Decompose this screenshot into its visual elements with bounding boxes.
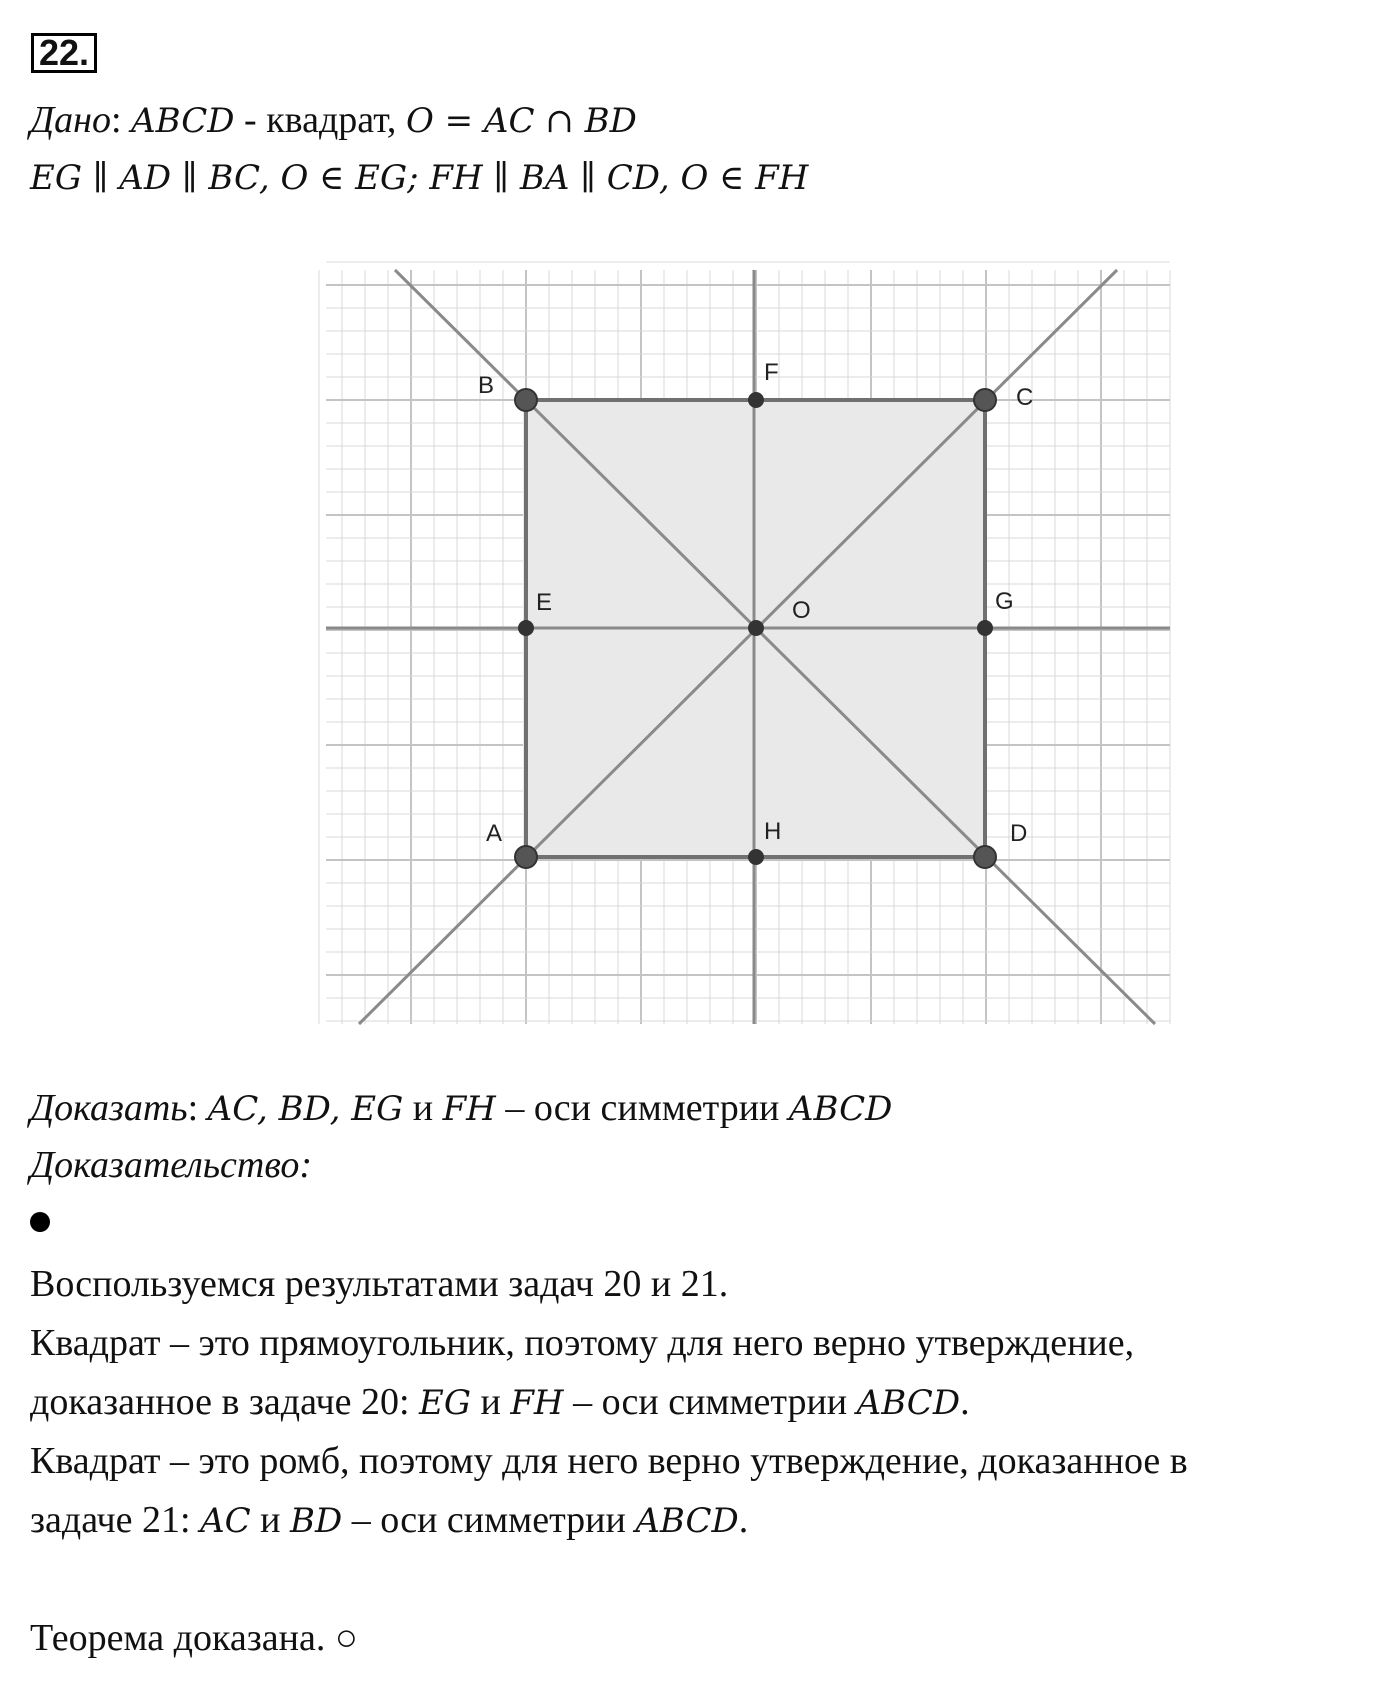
proof-line-3-math-3: ABCD (856, 1383, 961, 1423)
line-ac (359, 270, 1117, 1024)
proof-line-5-text-2: – оси симметрии (342, 1499, 636, 1541)
proof-line-2: Квадрат – это прямоугольник, поэтому для него верно утверждение, (30, 1322, 1135, 1364)
given-math-1: ABCD (131, 101, 235, 141)
proof-line-5-math-2: BD (290, 1501, 343, 1541)
prove-text: – оси симметрии (495, 1087, 789, 1129)
point-o (748, 620, 764, 636)
label-g: G (995, 588, 1014, 615)
prove-math-2: FH (442, 1089, 496, 1129)
label-b: B (478, 372, 495, 399)
label-o: O (792, 597, 811, 624)
proof-line-3-end: . (960, 1381, 970, 1423)
proof-label: Доказательство: (30, 1144, 313, 1186)
given-line-2: EG ∥ AD ∥ BC, O ∈ EG; FH ∥ BA ∥ CD, O ∈ FH (30, 158, 809, 198)
given-text-1: - квадрат, (234, 99, 406, 141)
proof-line-5-end: . (738, 1499, 749, 1541)
problem-number: 22. (31, 33, 97, 73)
prove-label: Доказать (30, 1087, 188, 1129)
proof-line-3-math-1: EG (419, 1383, 471, 1423)
conclusion: Теорема доказана. ○ (30, 1617, 358, 1659)
point-h (748, 849, 764, 865)
point-e (518, 620, 534, 636)
proof-line-3 (30, 1380, 970, 1424)
point-c (974, 389, 996, 411)
proof-line-3-text: доказанное в задаче 20: (30, 1381, 419, 1423)
proof-line-3-math-2: FH (510, 1383, 564, 1423)
point-a (515, 846, 537, 868)
proof-line-3-text-2: – оси симметрии (563, 1381, 857, 1423)
label-a: A (486, 820, 503, 847)
proof-line-5 (30, 1498, 748, 1542)
bullet-icon (30, 1212, 50, 1232)
point-b (515, 389, 537, 411)
proof-line-4: Квадрат – это ромб, поэтому для него верно утверждение, доказанное в (30, 1440, 1188, 1482)
point-g (977, 620, 993, 636)
given-math-2: O = AC ∩ BD (405, 101, 637, 141)
label-f: F (764, 359, 779, 386)
given-label: Дано (30, 99, 112, 141)
point-d (974, 846, 996, 868)
proof-line-5-math-1: AC (200, 1501, 251, 1541)
prove-line: Доказать: AC, BD, EG и FH – оси симметрии ABCD (30, 1087, 893, 1129)
given-line-1: Дано: ABCD - квадрат, O = AC ∩ BD (30, 99, 637, 141)
label-d: D (1010, 820, 1028, 847)
point-f (748, 392, 764, 408)
label-h: H (764, 818, 782, 845)
proof-line-5-and: и (250, 1499, 291, 1541)
proof-line-5-text: задаче 21: (30, 1499, 201, 1541)
prove-math-1: AC, BD, EG (207, 1089, 404, 1129)
prove-math-3: ABCD (788, 1089, 893, 1129)
proof-line-5-math-3: ABCD (635, 1501, 739, 1541)
proof-line-3-and: и (470, 1381, 511, 1423)
prove-and: и (403, 1087, 443, 1129)
proof-line-1: Воспользуемся результатами задач 20 и 21. (30, 1263, 729, 1305)
label-c: C (1016, 384, 1034, 411)
label-e: E (536, 589, 553, 616)
